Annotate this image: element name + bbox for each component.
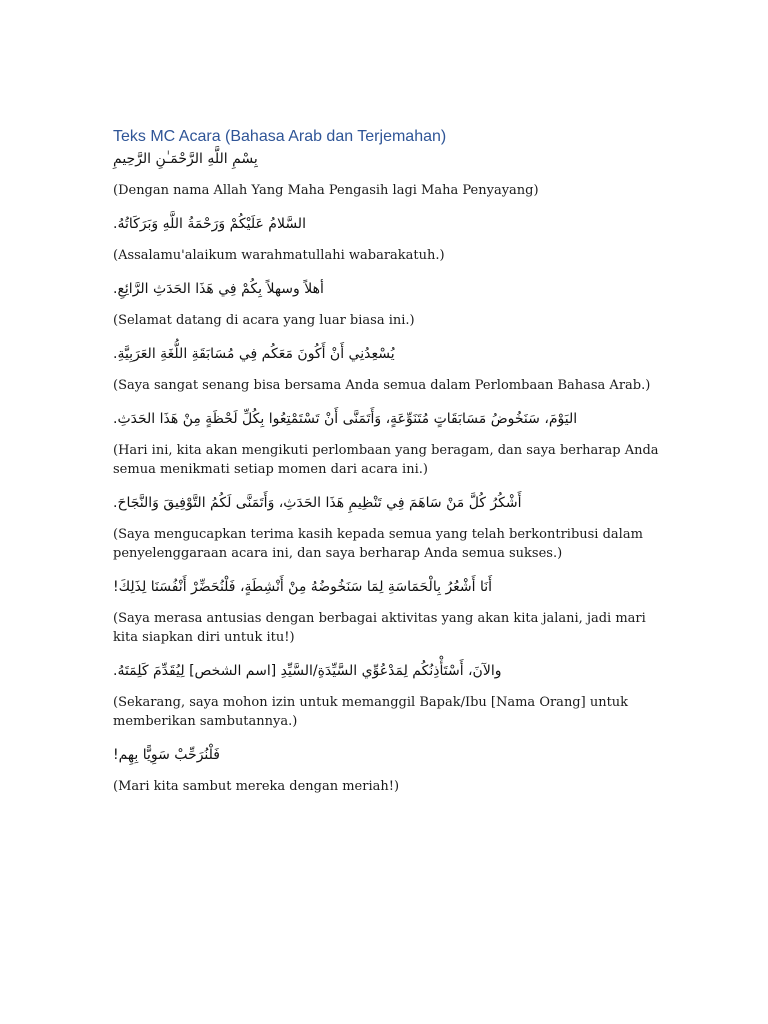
translation-text: (Saya sangat senang bisa bersama Anda semua dalam Perlombaan Bahasa Arab.)	[113, 378, 651, 393]
basmalah-line	[113, 147, 668, 171]
arabic-line	[113, 342, 668, 366]
arabic-line	[113, 743, 668, 767]
arabic-line	[113, 212, 668, 236]
translation-text: (Saya mengucapkan terima kasih kepada semua yang telah berkontribusi dalam penyelenggaraan acara ini, dan saya berharap Anda semua sukses.)	[113, 527, 643, 561]
translation-text: (Hari ini, kita akan mengikuti perlombaan yang beragam, dan saya berharap Anda semua menikmati setiap momen dari acara ini.)	[113, 443, 659, 477]
arabic-text: اليَوْمَ، سَنَخُوضُ مَسَابَقَاتٍ مُتَنَوِّعَةٍ، وَأَتَمَنَّى أَنْ تَسْتَمْتِعُوا بِكُلِّ لَحْظَةٍ مِنْ هَذَا الحَدَثِ.	[113, 411, 578, 427]
basmalah-text: بِسْمِ اللَّهِ الرَّحْمَـٰنِ الرَّحِيمِ	[113, 151, 258, 167]
arabic-text: يُسْعِدُنِي أَنْ أَكُونَ مَعَكُم فِي مُسَابَقَةِ اللُّغَةِ العَرَبِيَّةِ.	[113, 346, 395, 362]
arabic-text: والآنَ، أَسْتَأْذِنُكُم لِمَدْعُوِّي السَّيِّدَةِ/السَّيِّدِ [اسم الشخص] لِيُقَدِّمَ كَلِمَتَهُ.	[113, 663, 502, 679]
arabic-line	[113, 491, 668, 515]
translation-text: (Sekarang, saya mohon izin untuk memanggil Bapak/Ibu [Nama Orang] untuk memberikan sambutannya.)	[113, 695, 629, 729]
translation-text: (Assalamu'alaikum warahmatullahi wabarakatuh.)	[113, 248, 445, 263]
arabic-text: فَلْنُرَحِّبْ سَوِيًّا بِهِم!	[113, 747, 220, 763]
document-title: Teks MC Acara (Bahasa Arab dan Terjemahan)	[113, 128, 447, 145]
translation-text: (Dengan nama Allah Yang Maha Pengasih lagi Maha Penyayang)	[113, 183, 539, 198]
arabic-line	[113, 277, 668, 301]
arabic-line	[113, 407, 668, 431]
arabic-text: أهلاً وسهلاً بِكُمْ فِي هَذَا الحَدَثِ الرَّائِعِ.	[113, 281, 324, 297]
translation-text: (Mari kita sambut mereka dengan meriah!)	[113, 779, 400, 794]
translation-text: (Selamat datang di acara yang luar biasa ini.)	[113, 313, 415, 328]
arabic-text: أَشْكُرُ كُلَّ مَنْ سَاهَمَ فِي تَنْظِيمِ هَذَا الحَدَثِ، وَأَتَمَنَّى لَكُمُ التَّوْفِيقَ وَالنَّجَاحَ.	[113, 495, 522, 511]
arabic-line	[113, 575, 668, 599]
translation-text: (Saya merasa antusias dengan berbagai aktivitas yang akan kita jalani, jadi mari kita siapkan diri untuk itu!)	[113, 611, 646, 645]
arabic-line	[113, 659, 668, 683]
arabic-text: أَنَا أَشْعُرُ بِالْحَمَاسَةِ لِمَا سَنَخُوضُهُ مِنْ أَنْشِطَةٍ، فَلْنُحَضِّرْ أَنْفُسَنَا لِذَلِكَ!	[113, 579, 493, 595]
arabic-text: السَّلامُ عَلَيْكُمْ وَرَحْمَةُ اللَّهِ وَبَرَكَاتُهُ.	[113, 216, 306, 232]
